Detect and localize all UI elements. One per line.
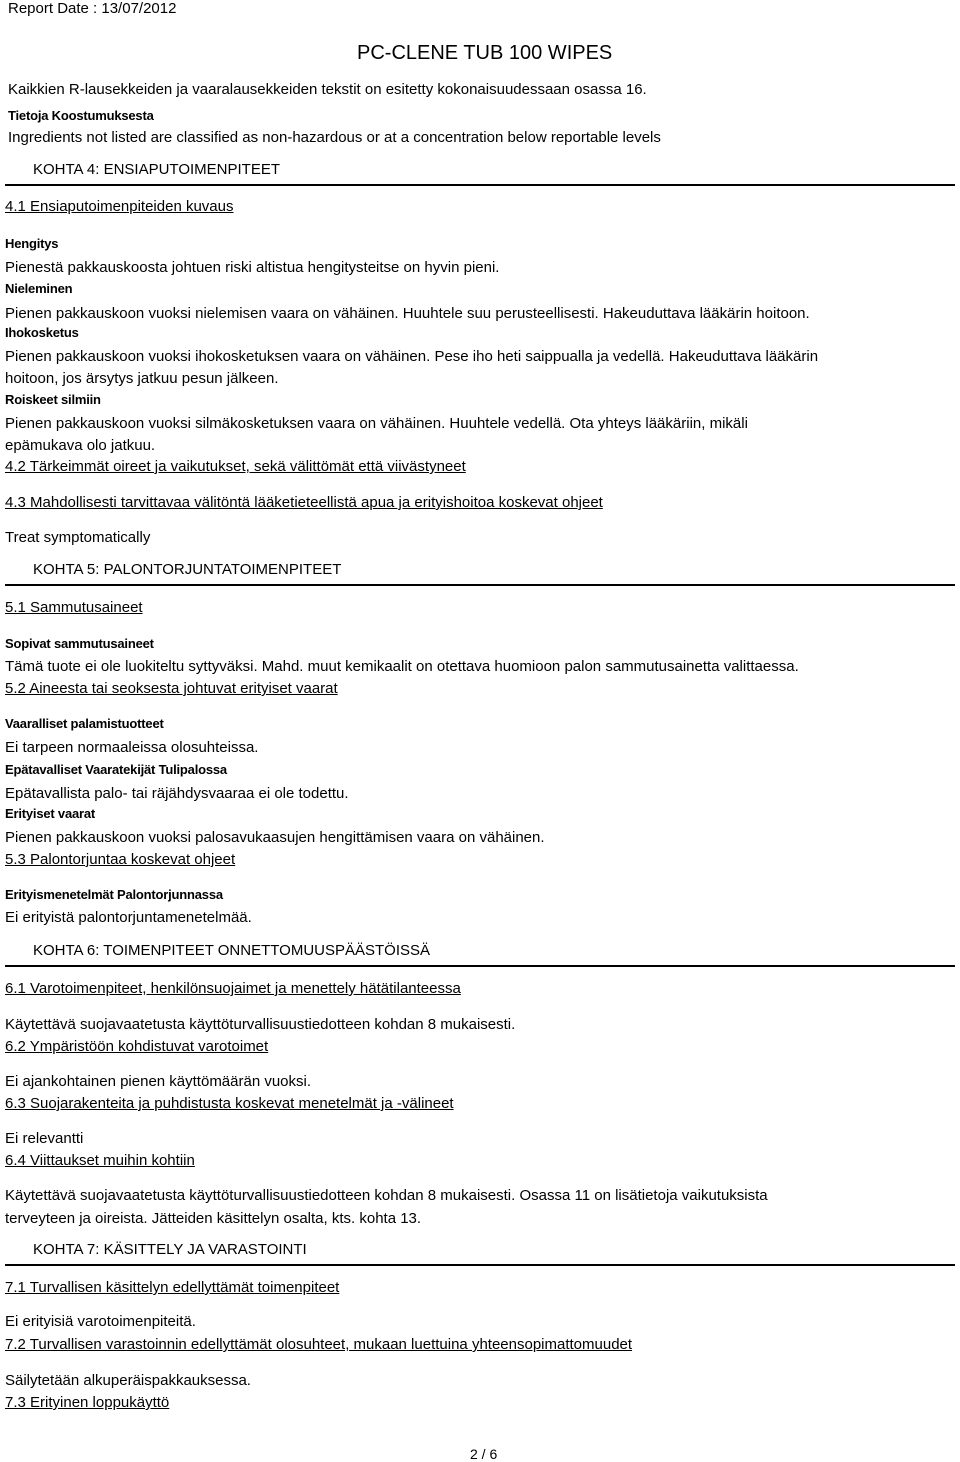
subsection-7-3: 7.3 Erityinen loppukäyttö <box>5 1394 170 1411</box>
ingestion-text: Pienen pakkauskoon vuoksi nielemisen vaara on vähäinen. Huuhtele suu perusteellisesti. Hakeuduttava lääkärin hoitoon. <box>5 305 810 322</box>
subsection-7-1-text: Ei erityisiä varotoimenpiteitä. <box>5 1313 196 1330</box>
combustion-products-text: Ei tarpeen normaaleissa olosuhteissa. <box>5 739 259 756</box>
subsection-6-2: 6.2 Ympäristöön kohdistuvat varotoimet <box>5 1038 269 1055</box>
subsection-5-3: 5.3 Palontorjuntaa koskevat ohjeet <box>5 851 236 868</box>
section-5-title: KOHTA 5: PALONTORJUNTATOIMENPITEET <box>33 561 342 578</box>
eye-contact-text-1: Pienen pakkauskoon vuoksi silmäkosketuksen vaara on vähäinen. Huuhtele vedellä. Ota yhteys lääkäriin, mikäli <box>5 415 748 432</box>
special-hazards-label: Erityiset vaarat <box>5 806 96 821</box>
subsection-7-2-text: Säilytetään alkuperäispakkauksessa. <box>5 1372 251 1389</box>
extinguishing-text: Tämä tuote ei ole luokiteltu syttyväksi. Mahd. muut kemikaalit on otettava huomioon palon sammutusainetta valittaessa. <box>5 658 799 675</box>
section-4-title: KOHTA 4: ENSIAPUTOIMENPITEET <box>33 161 280 178</box>
skin-contact-text-1: Pienen pakkauskoon vuoksi ihokosketuksen vaara on vähäinen. Pese iho heti saippualla ja vedellä. Hakeuduttava lääkärin <box>5 348 819 365</box>
treat-text: Treat symptomatically <box>5 529 151 546</box>
subsection-4-3: 4.3 Mahdollisesti tarvittavaa välitöntä lääketieteellistä apua ja erityishoitoa koskevat ohjeet <box>5 494 603 511</box>
special-hazards-text: Pienen pakkauskoon vuoksi palosavukaasujen hengittämisen vaara on vähäinen. <box>5 829 545 846</box>
extinguishing-label: Sopivat sammutusaineet <box>5 636 154 651</box>
firefighting-methods-label: Erityismenetelmät Palontorjunnassa <box>5 887 223 902</box>
firefighting-methods-text: Ei erityistä palontorjuntamenetelmää. <box>5 909 252 926</box>
document-title: PC-CLENE TUB 100 WIPES <box>357 42 613 64</box>
section-6-heading <box>5 939 955 967</box>
section-6-title: KOHTA 6: TOIMENPITEET ONNETTOMUUSPÄÄSTÖISSÄ <box>33 942 431 959</box>
subsection-7-2: 7.2 Turvallisen varastoinnin edellyttämät olosuhteet, mukaan luettuina yhteensopimattomuudet <box>5 1336 633 1353</box>
eye-contact-text-2: epämukava olo jatkuu. <box>5 437 156 454</box>
skin-contact-label: Ihokosketus <box>5 325 79 340</box>
intro-text: Kaikkien R-lausekkeiden ja vaaralausekkeiden tekstit on esitetty kokonaisuudessaan osassa 16. <box>8 81 647 98</box>
subsection-6-3: 6.3 Suojarakenteita ja puhdistusta koskevat menetelmät ja -välineet <box>5 1095 454 1112</box>
ingestion-label: Nieleminen <box>5 281 73 296</box>
skin-contact-text-2: hoitoon, jos ärsytys jatkuu pesun jälkeen. <box>5 370 279 387</box>
combustion-products-label: Vaaralliset palamistuotteet <box>5 716 164 731</box>
subsection-6-3-text: Ei relevantti <box>5 1130 84 1147</box>
subsection-6-2-text: Ei ajankohtainen pienen käyttömäärän vuoksi. <box>5 1073 312 1090</box>
subsection-6-4: 6.4 Viittaukset muihin kohtiin <box>5 1152 195 1169</box>
eye-contact-label: Roiskeet silmiin <box>5 392 101 407</box>
report-date: Report Date : 13/07/2012 <box>8 0 177 17</box>
subsection-5-1: 5.1 Sammutusaineet <box>5 599 143 616</box>
subsection-4-1: 4.1 Ensiaputoimenpiteiden kuvaus <box>5 198 234 215</box>
subsection-5-2: 5.2 Aineesta tai seoksesta johtuvat erityiset vaarat <box>5 680 338 697</box>
subsection-7-1: 7.1 Turvallisen käsittelyn edellyttämät toimenpiteet <box>5 1279 340 1296</box>
page-number: 2 / 6 <box>470 1446 498 1462</box>
unusual-hazards-text: Epätavallista palo- tai räjähdysvaaraa ei ole todettu. <box>5 785 349 802</box>
subsection-6-4-text-1: Käytettävä suojavaatetusta käyttöturvallisuustiedotteen kohdan 8 mukaisesti. Osassa 11 on lisätietoja vaikutuksista <box>5 1187 768 1204</box>
unusual-hazards-label: Epätavalliset Vaaratekijät Tulipalossa <box>5 762 227 777</box>
section-7-heading <box>5 1238 955 1266</box>
section-7-title: KOHTA 7: KÄSITTELY JA VARASTOINTI <box>33 1241 307 1258</box>
subsection-6-1: 6.1 Varotoimenpiteet, henkilönsuojaimet ja menettely hätätilanteessa <box>5 980 461 997</box>
subsection-4-2: 4.2 Tärkeimmät oireet ja vaikutukset, sekä välittömät että viivästyneet <box>5 458 466 475</box>
inhalation-label: Hengitys <box>5 236 59 251</box>
section-4-heading <box>5 158 955 186</box>
subsection-6-4-text-2: terveyteen ja oireista. Jätteiden käsittelyn osalta, kts. kohta 13. <box>5 1210 422 1227</box>
section-5-heading <box>5 558 955 586</box>
composition-text: Ingredients not listed are classified as non-hazardous or at a concentration below reportable levels <box>8 129 661 146</box>
inhalation-text: Pienestä pakkauskoosta johtuen riski altistua hengitysteitse on hyvin pieni. <box>5 259 500 276</box>
composition-label: Tietoja Koostumuksesta <box>8 108 154 123</box>
subsection-6-1-text: Käytettävä suojavaatetusta käyttöturvallisuustiedotteen kohdan 8 mukaisesti. <box>5 1016 516 1033</box>
